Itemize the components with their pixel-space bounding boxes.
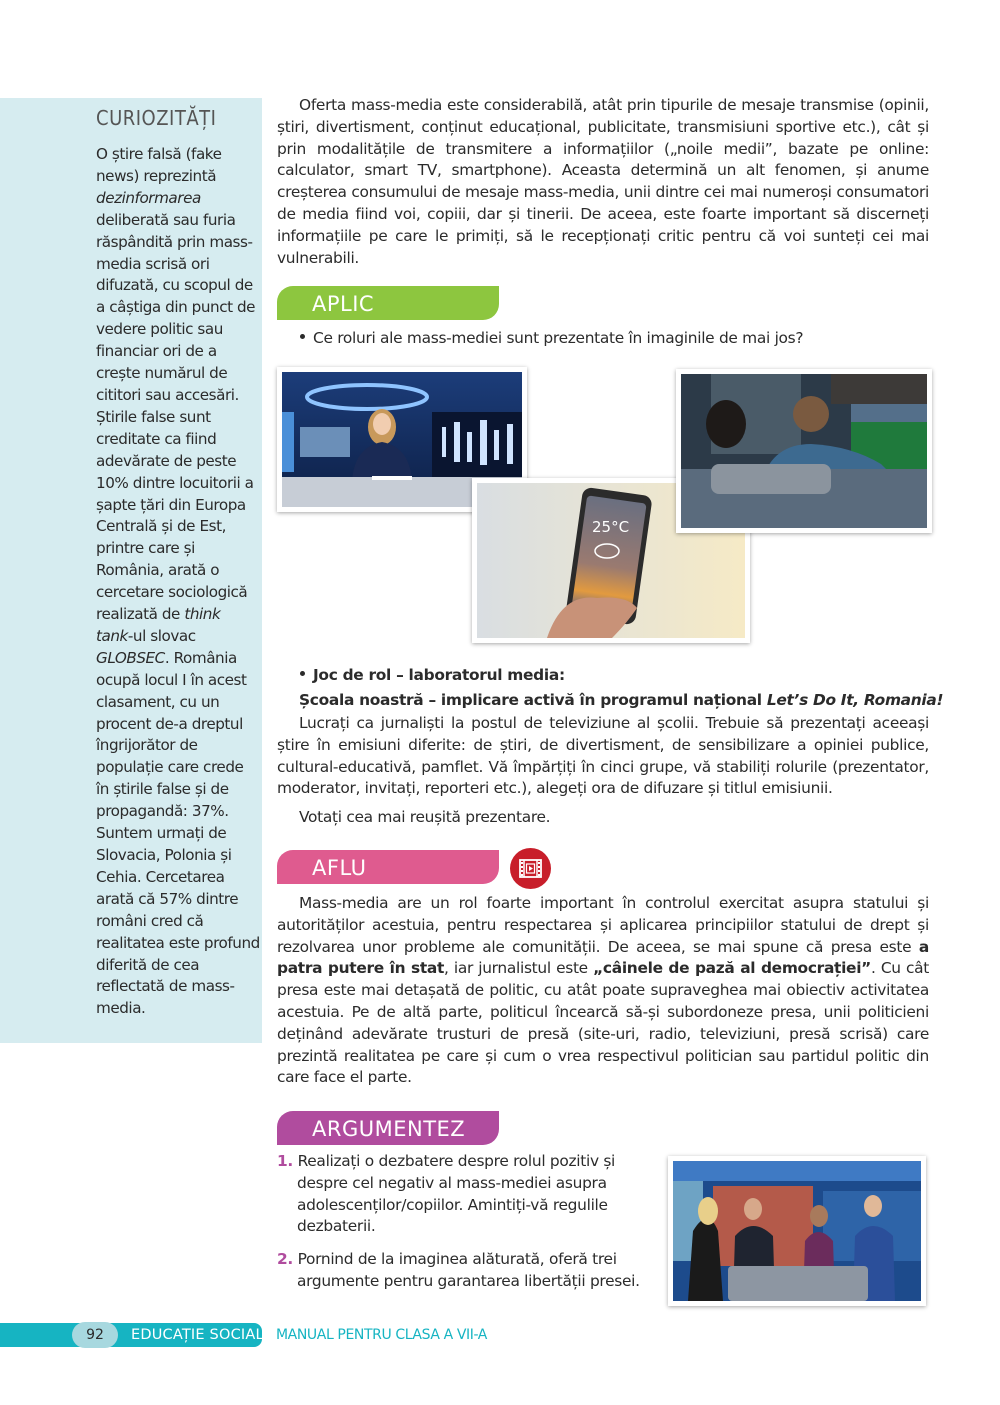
- aflu-section: [277, 893, 929, 1089]
- subtitle-text: Școala noastră – implicare activă în programul național: [299, 691, 767, 709]
- text-segment: Mass-media are un rol foarte important în controlul exercitat asupra statului și autorităților acestuia, pentru respectarea și aplicarea principiilor statului de drept și rezolvarea unor probleme ale comunității. De aceea, se mai spune că presa este: [277, 894, 929, 956]
- page-number: 92: [72, 1322, 118, 1348]
- italic-term: dezinformarea: [96, 188, 201, 207]
- text-segment: , iar jurnalistul este: [444, 959, 594, 978]
- aflu-heading: AFLU: [277, 850, 499, 884]
- item-number: 1.: [277, 1152, 293, 1170]
- bold-phrase: „câinele de pază al democrației”: [593, 959, 871, 978]
- friends-football-image: [681, 374, 927, 528]
- curiozitati-sidebar: [0, 98, 262, 1043]
- question-text: Ce roluri ale mass-mediei sunt prezentate în imaginile de mai jos?: [313, 329, 804, 347]
- tv-debate-image: [673, 1161, 921, 1301]
- curiozitati-box: [96, 106, 260, 1020]
- bullet-icon: [300, 671, 305, 676]
- text-segment: -ul slovac: [127, 626, 196, 645]
- argument-item: [277, 1249, 657, 1293]
- item-text: Pornind de la imaginea alăturată, oferă trei argumente pentru garantarea libertății presei.: [297, 1250, 640, 1290]
- curiozitati-title: CURIOZITĂȚI: [96, 106, 217, 130]
- friends-football-photo: [676, 369, 932, 533]
- role-play-title-text: Joc de rol – laboratorul media:: [313, 666, 565, 684]
- role-play-text: Lucrați ca jurnaliști la postul de televiziune al școlii. Trebuie să prezentați aceeași știre în emisiuni diferite: de știri, de divertisment, de sensibilizare a opiniei publice, cultural-educativă, pamflet. Vă împărțiți în cinci grupe, vă stabiliți rolurile (prezentator, moderator, invitați, reporteri etc.), alegeți ora de difuzare și titlul emisiunii.: [277, 714, 929, 798]
- program-name: Let’s Do It, Romania!: [766, 691, 944, 709]
- text-segment: deliberată sau furia răspândită prin mass-media scrisă ori difuzată, cu scopul de a câștiga din punct de vedere politic sau financiar ori de a crește numărul de cititori sau accesări. Știrile false sunt creditate ca fiind adevărate de peste 10% dintre locuitorii a șapte țări din Europa Centrală și de Est, printre care și România, arată o cercetare sociologică realizată de: [96, 210, 256, 624]
- aplic-question: [300, 327, 803, 349]
- text-segment: . România ocupă locul I în acest clasament, cu un procent de-a dreptul îngrijorător de populație care crede în știrile false și de propagandă: 37%. Suntem urmați de Slovacia, Polonia și Cehia. Cercetarea arată că 57% dintre români cred că realitatea este profund diferită de cea reflectată de mass-media.: [96, 648, 260, 1018]
- argumentez-heading: ARGUMENTEZ: [277, 1111, 499, 1145]
- role-play-subtitle: [299, 689, 943, 711]
- intro-section: [277, 95, 929, 269]
- aflu-paragraph: [277, 893, 929, 1089]
- aplic-heading: APLIC: [277, 286, 499, 320]
- text-segment: . Cu cât presa este mai detașată de politic, cu atât poate supraveghea mai obiectiv activitatea acestuia. Pe de altă parte, politicul încearcă să-și subordoneze presa, unii politicieni deținând adevărate trusturi de presă (site-uri, radio, televiziuni, presă scrisă) care prezintă realitatea pe care și cum o vrea respectivul politician sau partidul politic din care face el parte.: [277, 959, 929, 1087]
- film-play-glyph: [510, 848, 551, 889]
- curiozitati-text: [96, 144, 260, 1020]
- vote-text: Votați cea mai reușită prezentare.: [299, 808, 551, 827]
- film-play-icon: [510, 848, 551, 889]
- italic-term: think tank: [96, 605, 221, 645]
- role-play-title: [300, 664, 565, 686]
- phone-temperature: 25°C: [592, 518, 630, 536]
- bold-phrase: a patra putere în stat: [277, 937, 929, 978]
- italic-term: GLOBSEC: [96, 648, 165, 667]
- tv-debate-photo: [668, 1156, 926, 1306]
- role-play-section: [277, 713, 929, 829]
- bullet-icon: [300, 334, 305, 339]
- argument-item: [277, 1151, 657, 1238]
- manual-title: MANUAL PENTRU CLASA A VII-A: [276, 1327, 487, 1343]
- item-text: Realizați o dezbatere despre rolul pozitiv și despre cel negativ al mass-mediei asupra adolescenților/copiilor. Amintiți-vă regulile dezbaterii.: [297, 1152, 616, 1236]
- item-number: 2.: [277, 1250, 293, 1268]
- text-segment: O știre falsă (fake news) reprezintă: [96, 145, 222, 185]
- intro-paragraph: Oferta mass-media este considerabilă, atât prin tipurile de mesaje transmise (opinii, știri, divertisment, conținut educațional, publicitate, transmisiuni sportive etc.), cât și prin modalitățile de transmitere a informațiilor („noile medii”, bazate pe online: calculator, smart TV, smartphone). Aceasta determină un alt fenomen, și anume creșterea consumului de mesaje mass-media, unii dintre cei mai numeroși consumatori de media fiind voi, copiii, dar și tinerii. De aceea, este foarte important să discerneți informațiile pe care le primiți, să le recepționați critic pentru că voi sunteți cei mai vulnerabili.: [277, 96, 929, 267]
- subject-name: EDUCAȚIE SOCIALĂ: [131, 1327, 274, 1343]
